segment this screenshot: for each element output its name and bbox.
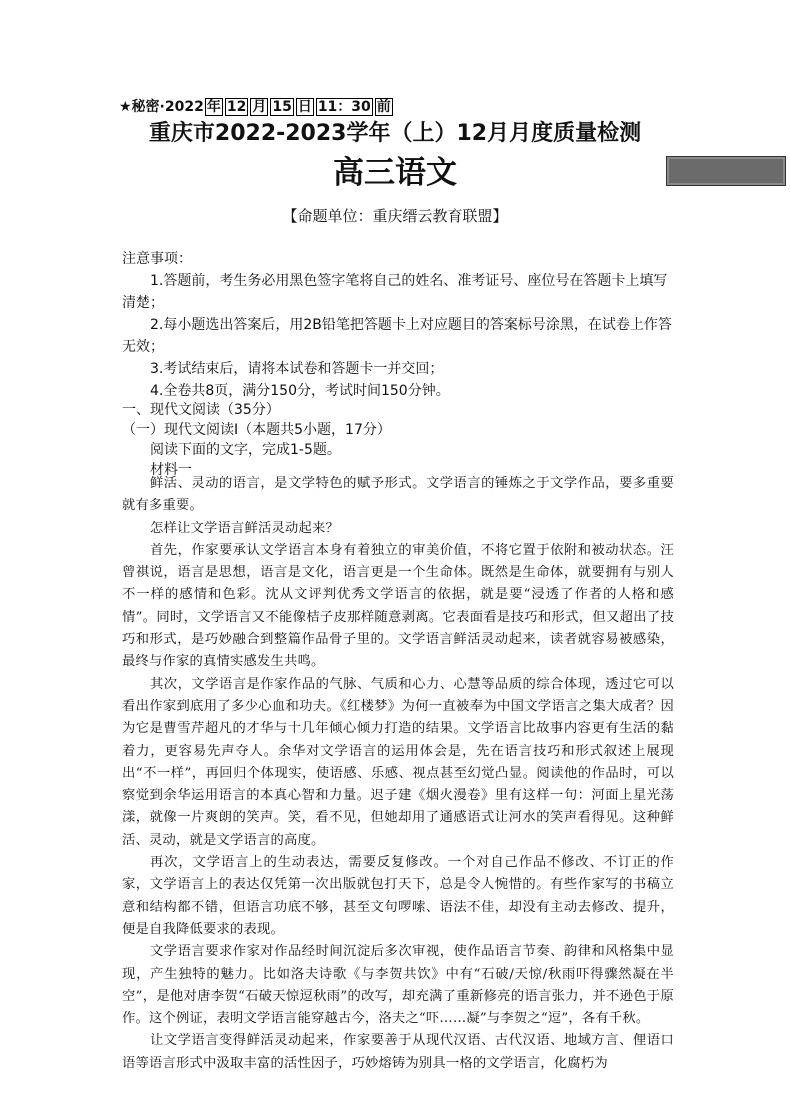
instruction-item: 2.每小题选出答案后，用2B铅笔把答题卡上对应题目的答案标号涂黑，在试卷上作答无效；	[122, 317, 672, 355]
instruction-item: 3.考试结束后，请将本试卷和答题卡一并交回；	[150, 361, 444, 377]
issuing-unit: 【命题单位：重庆缙云教育联盟】	[282, 207, 508, 225]
instructions	[122, 248, 674, 402]
passage-paragraph: 让文学语言变得鲜活灵动起来，作家要善于从现代汉语、古代汉语、地域方言、俚语口语等语言形式中汲取丰富的活性因子，巧妙熔铸为别具一格的文学语言，化腐朽为	[122, 1033, 674, 1071]
reading-passage	[122, 473, 674, 1075]
section-subheading: （一）现代文阅读Ⅰ（本题共5小题，17分）	[122, 422, 391, 438]
passage-paragraph: 怎样让文学语言鲜活灵动起来？	[150, 520, 339, 536]
passage-paragraph: 首先，作家要承认文学语言本身有着独立的审美价值，不将它置于依附和被动状态。汪曾祺说，语言是思想，语言是文化，语言更是一个生命体。既然是生命体，就要拥有与别人不一样的感情和色彩。沈从文评判优秀文学语言的依据，就是要“浸透了作者的人格和感情”。同时，文学语言又不能像桔子皮那样随意剥离。它表面看是技巧和形式，但又超出了技巧和形式，是巧妙融合到整篇作品骨子里的。文学语言鲜活灵动起来，读者就容易被感染，最终与作家的真情实感发生共鸣。	[122, 542, 674, 670]
subject-title: 高三语文	[333, 155, 457, 191]
confidential-line	[119, 96, 394, 116]
secret-day: 15	[272, 99, 292, 115]
secret-year-box: 年	[206, 99, 221, 115]
material-label: 材料一	[150, 462, 192, 478]
secret-month-suffix: 月	[252, 99, 267, 115]
section-heading: 一、现代文阅读（35分）	[122, 402, 280, 418]
passage-paragraph: 其次，文学语言是作家作品的气脉、气质和心力、心慧等品质的综合体现，透过它可以看出作家到底用了多少心血和功夫。《红楼梦》为何一直被奉为中国文学语言之集大成者？因为它是曹雪芹超凡的才华与十几年倾心倾力打造的结果。文学语言比故事内容更有生活的黏着力，更容易先声夺人。余华对文学语言的运用体会是，先在语言技巧和形式叙述上展现出“不一样”，再回归个体现实，使语感、乐感、视点甚至幻觉凸显。阅读他的作品时，可以察觉到余华运用语言的本真心智和力量。迟子建《烟火漫卷》里有这样一句：河面上星光荡漾，就像一片爽朗的笑声。笑，看不见，但她却用了通感语式让河水的笑声看得见。这种鲜活、灵动，就是文学语言的高度。	[122, 676, 674, 848]
secret-month: 12	[226, 99, 247, 115]
secret-end: 前	[376, 99, 391, 115]
section-header	[122, 400, 682, 480]
secret-day-suffix: 日	[297, 99, 312, 115]
secret-time: 11：30	[317, 99, 371, 115]
passage-paragraph: 鲜活、灵动的语言，是文学特色的赋予形式。文学语言的锤炼之于文学作品，要多重要就有多重要。	[122, 476, 674, 514]
instruction-item: 1.答题前，考生务必用黑色签字笔将自己的姓名、准考证号、座位号在答题卡上填写清楚；	[122, 273, 668, 311]
instructions-heading: 注意事项：	[122, 251, 192, 267]
reading-instruction: 阅读下面的文字，完成1-5题。	[150, 442, 341, 458]
passage-paragraph: 再次，文学语言上的生动表达，需要反复修改。一个对自己作品不修改、不订正的作家，文学语言上的表达仅凭第一次出版就包打天下，总是令人惋惜的。有些作家写的书稿立意和结构都不错，但语言功底不够，甚至文句啰嗦、语法不佳，却没有主动去修改、提升，便是自我降低要求的表现。	[122, 855, 674, 937]
instruction-item: 4.全卷共8页，满分150分，考试时间150分钟。	[150, 383, 450, 399]
exam-title: 重庆市2022-2023学年（上）12月月度质量检测	[148, 121, 642, 146]
passage-paragraph: 文学语言要求作家对作品经时间沉淀后多次审视，使作品语言节奏、韵律和风格集中显现，产生独特的魅力。比如洛夫诗歌《与李贺共饮》中有“石破/天惊/秋雨吓得骤然凝在半空”，是他对唐李贺“石破天惊逗秋雨”的改写，却充满了重新修亮的语言张力，并不逊色于原作。这个例证，表明文学语言能穿越古今，洛夫之“吓……凝”与李贺之“逗”，各有千秋。	[122, 944, 674, 1027]
watermark-badge	[666, 156, 786, 186]
secret-prefix: ★秘密·2022	[119, 99, 204, 115]
